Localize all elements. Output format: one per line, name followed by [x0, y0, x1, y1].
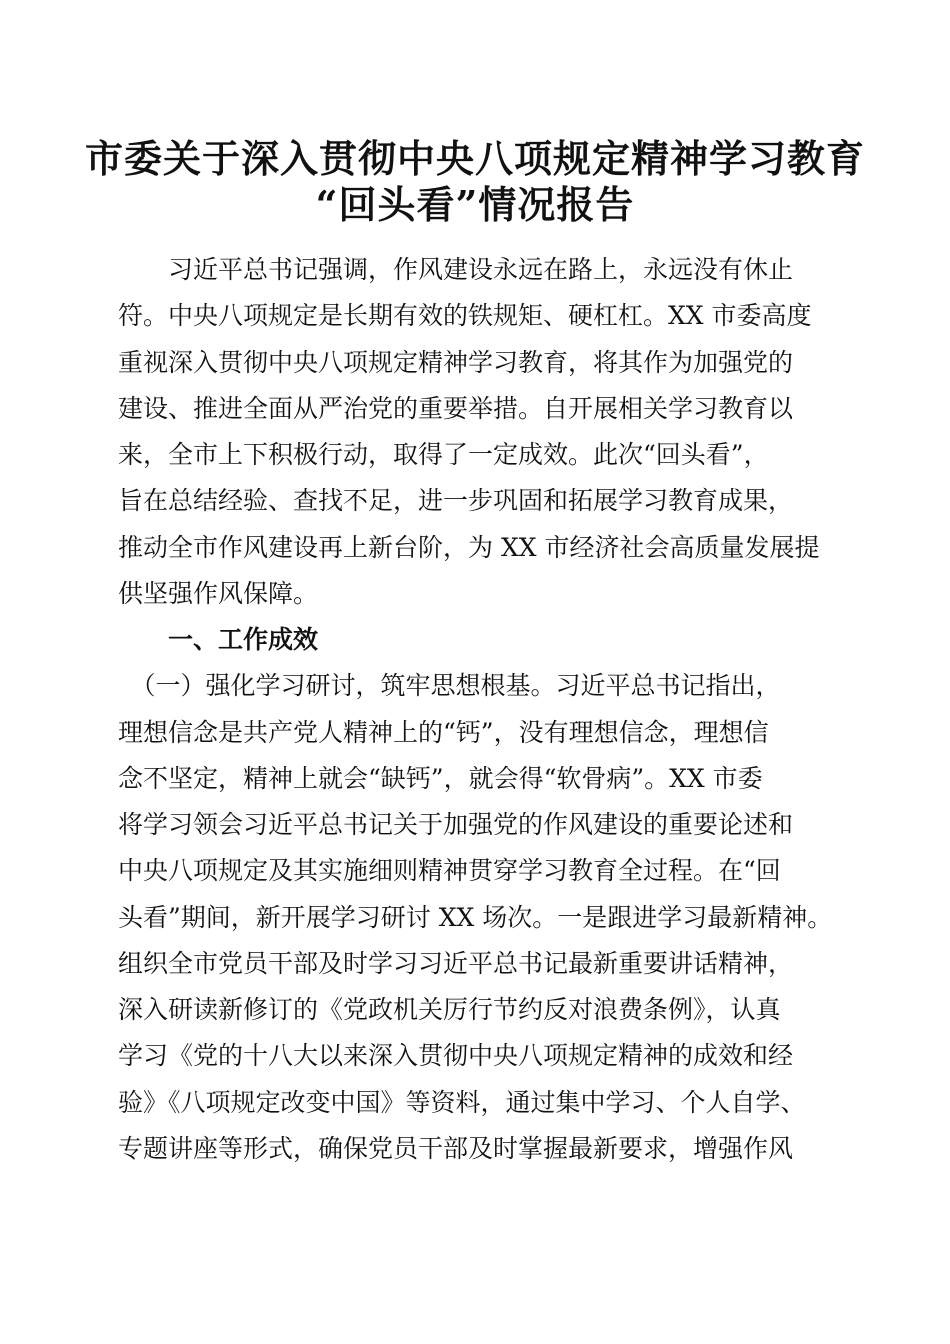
intro-paragraph-line: 建设、推进全面从严治党的重要举措。自开展相关学习教育以 [118, 394, 794, 423]
section-paragraph-line: 中央八项规定及其实施细则精神贯穿学习教育全过程。在“回 [118, 856, 781, 885]
intro-paragraph-line: 符。中央八项规定是长期有效的铁规矩、硬杠杠。XX 市委高度 [118, 301, 812, 330]
section-paragraph-line: 头看”期间，新开展学习研讨 XX 场次。一是跟进学习最新精神。 [118, 903, 833, 932]
section-paragraph-line: 将学习领会习近平总书记关于加强党的作风建设的重要论述和 [118, 810, 794, 839]
section-paragraph-line: 专题讲座等形式，确保党员干部及时掌握最新要求，增强作风 [118, 1134, 794, 1163]
document-title-line-1: 市委关于深入贯彻中央八项规定精神学习教育 [84, 136, 865, 181]
section-paragraph-line: 学习《党的十八大以来深入贯彻中央八项规定精神的成效和经 [118, 1041, 794, 1070]
intro-paragraph-line: 供坚强作风保障。 [118, 579, 319, 608]
section-paragraph-line: 念不坚定，精神上就会“缺钙”，就会得“软骨病”。XX 市委 [118, 764, 763, 793]
intro-paragraph-line: 来，全市上下积极行动，取得了一定成效。此次“回头看”， [118, 440, 769, 469]
section-heading: 一、工作成效 [168, 625, 319, 654]
document-title-line-2: “回头看”情况报告 [315, 182, 635, 227]
section-paragraph-line: 验》《八项规定改变中国》等资料，通过集中学习、个人自学、 [118, 1088, 806, 1117]
section-paragraph-line: （一）强化学习研讨，筑牢思想根基。习近平总书记指出， [118, 671, 781, 700]
section-paragraph-line: 组织全市党员干部及时学习习近平总书记最新重要讲话精神， [118, 949, 794, 978]
intro-paragraph-line: 重视深入贯彻中央八项规定精神学习教育，将其作为加强党的 [118, 348, 794, 377]
intro-paragraph-line: 旨在总结经验、查找不足，进一步巩固和拓展学习教育成果， [118, 486, 794, 515]
section-paragraph-line: 理想信念是共产党人精神上的“钙”，没有理想信念，理想信 [118, 718, 769, 747]
intro-paragraph-line: 习近平总书记强调，作风建设永远在路上，永远没有休止 [118, 255, 794, 284]
intro-paragraph-line: 推动全市作风建设再上新台阶，为 XX 市经济社会高质量发展提 [118, 533, 820, 562]
section-paragraph-line: 深入研读新修订的《党政机关厉行节约反对浪费条例》，认真 [118, 995, 781, 1024]
